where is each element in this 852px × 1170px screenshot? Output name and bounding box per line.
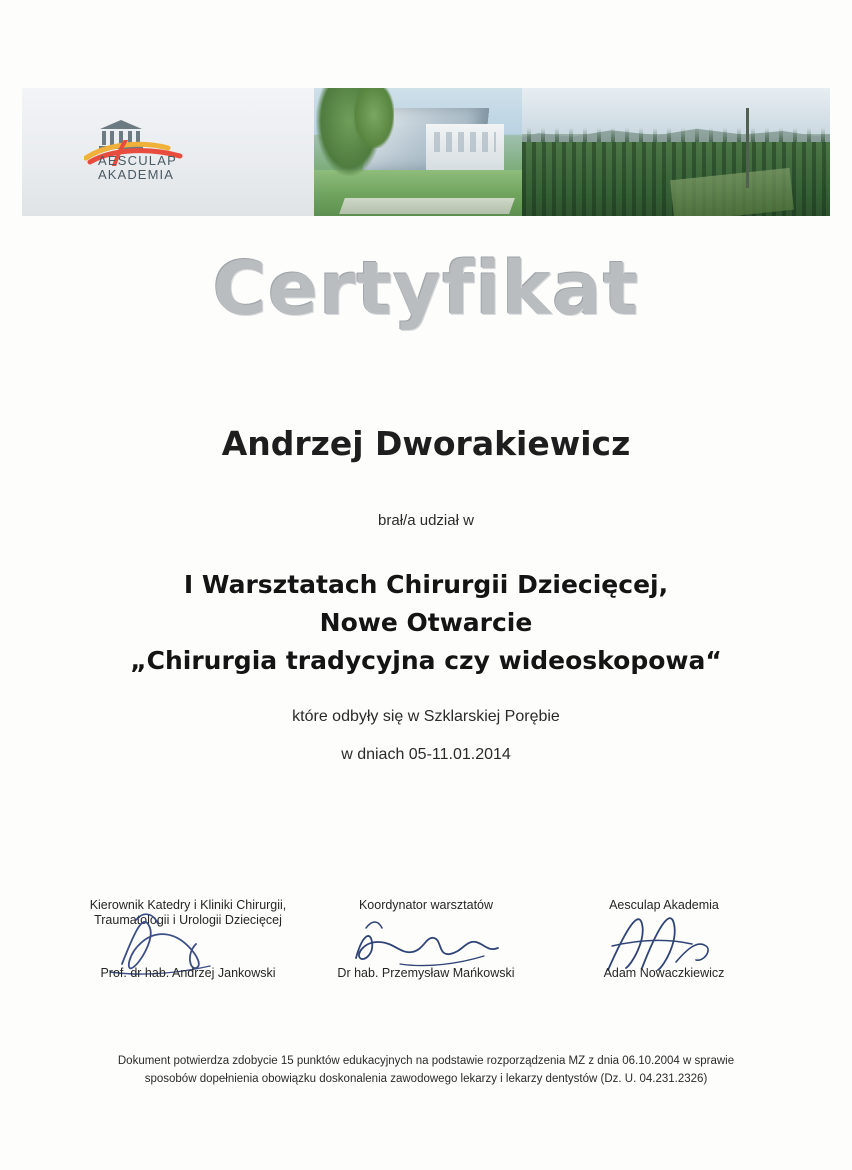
photo-path	[339, 198, 515, 214]
participation-text: brał/a udział w	[378, 512, 474, 529]
logo-wordmark	[98, 154, 177, 182]
photo-building-windows	[434, 132, 496, 152]
event-title	[0, 566, 852, 680]
signature-role-3	[546, 898, 782, 913]
recipient-name: Andrzej Dworakiewicz	[221, 424, 631, 463]
event-title-line-1: I Warsztatach Chirurgii Dziecięcej,	[183, 570, 669, 599]
signature-role-1-line-1: Kierownik Katedry i Kliniki Chirurgii,	[89, 898, 287, 912]
banner-photo-building	[314, 88, 522, 216]
signature-role-2-line-1: Koordynator warsztatów	[358, 898, 494, 912]
signature-name-2: Dr hab. Przemysław Mańkowski	[337, 966, 515, 980]
signature-role-2	[308, 898, 544, 913]
photo-pole	[746, 108, 749, 188]
signature-block-1	[70, 898, 306, 998]
footer-line-1: Dokument potwierdza zdobycie 15 punktów edukacyjnych na podstawie rozporządzenia MZ z dnia 06.10.2004 w sprawie	[117, 1055, 735, 1067]
signature-role-3-line-1: Aesculap Akademia	[609, 898, 719, 912]
signature-name-3: Adam Nowaczkiewicz	[603, 966, 725, 980]
header-banner	[22, 88, 830, 216]
signature-block-2	[308, 898, 544, 998]
logo-line-1: AESCULAP	[98, 153, 177, 168]
signature-name-1: Prof. dr hab. Andrzej Jankowski	[100, 966, 276, 980]
certificate-title: Certyfikat	[212, 246, 640, 332]
signature-role-1-line-2: Traumatologii i Urologii Dziecięcej	[94, 913, 282, 927]
logo-line-2: AKADEMIA	[98, 167, 174, 182]
event-title-line-2: Nowe Otwarcie	[319, 608, 533, 637]
event-title-line-3: „Chirurgia tradycyjna czy wideoskopowa“	[130, 646, 722, 675]
banner-photo-mountains	[522, 88, 830, 216]
signature-role-1	[70, 898, 306, 928]
photo-tree-second	[354, 88, 394, 148]
footer-line-2: sposobów dopełnienia obowiązku doskonalenia zawodowego lekarzy i lekarzy dentystów (Dz. U. 04.231.2326)	[144, 1073, 708, 1085]
signature-row	[70, 898, 782, 998]
aesculap-logo	[84, 118, 234, 188]
signature-block-3	[546, 898, 782, 998]
event-dates: w dniach 05-11.01.2014	[341, 746, 511, 763]
event-place: które odbyły się w Szklarskiej Porębie	[292, 708, 560, 725]
footer-note	[76, 1052, 776, 1088]
aesculap-logo-panel	[22, 88, 314, 216]
